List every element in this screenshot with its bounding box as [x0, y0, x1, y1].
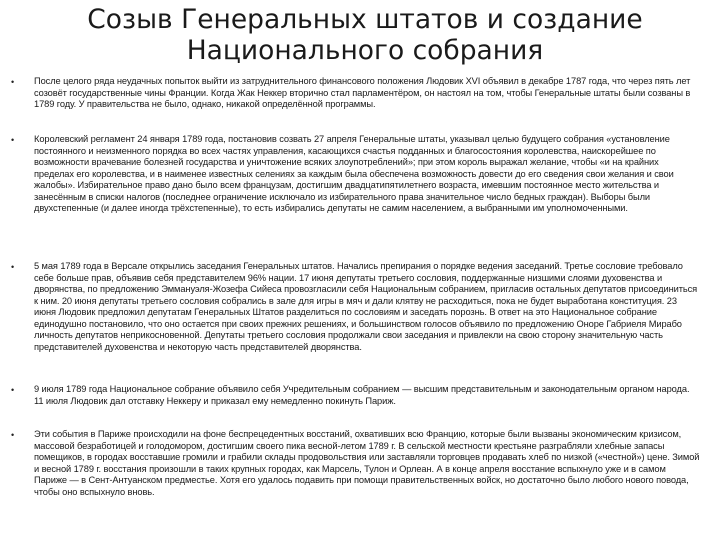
bullet-text: Королевский регламент 24 января 1789 года, постановив созвать 27 апреля Генеральные штаты, указывал целью будущего собрания «установление постоянного и неизменного порядка во всех частях управления, касающихся счастья подданных и благосостояния королевства, наискорейшее по возможности врачевание болезней государства и уничтожение всяких злоупотреблений»; при этом король выражал желание, чтобы «и на крайних пределах его королевства, и в наименее известных селениях за каждым была обеспечена возможность довести до его сведения свои желания и свои жалобы». Избирательное право дано было всем французам, достигшим двадцатипятилетнего возраста, имевшим постоянное место жительства и занесённым в списки налогов (последнее ограничение исключало из избирательного права значительное число бедных граждан). Выборы были двухстепенные (и далее иногда трёхстепенные), то есть избирались депутаты не самим населением, а выбранными им уполномоченными. — [34, 134, 674, 213]
bullet-dot-icon: • — [11, 77, 15, 87]
bullet-dot-icon: • — [11, 262, 15, 272]
bullet-text: 5 мая 1789 года в Версале открылись заседания Генеральных штатов. Начались препирания о порядке ведения заседаний. Третье сословие требовало себе больше прав, объявив себя представителем 96% нации. 17 июня депутаты третьего сословия, поддержанные низшими слоями духовенства и дворянства, по предложению Эммануэля-Жозефа Сийеса провозгласили себя Национальным собранием, пригласив остальных депутатов присоединиться к ним. 20 июня депутаты третьего сословия собрались в зале для игры в мяч и дали клятву не расходиться, пока не будет выработана конституция. 23 июня Людовик предложил депутатам Генеральных Штатов разделиться по сословиям и заседать порознь. В ответ на это Национальное собрание единодушно постановило, что оно остается при своих прежних решениях, и большинством голосов объявило по предложению Оноре Габриеля Мирабо личность депутатов неприкосновенной. Депутаты третьего сословия продолжали свои заседания и привлекли на свою сторону значительную часть представителей духовенства и некоторую часть представителей дворянства. — [34, 261, 698, 352]
bullet-text: 9 июля 1789 года Национальное собрание объявило себя Учредительным собранием — высшим представительным и законодательным органом народа. 11 июля Людовик дал отставку Неккеру и приказал ему немедленно покинуть Париж. — [34, 384, 690, 406]
bullet-text: Эти события в Париже происходили на фоне беспрецедентных восстаний, охвативших всю Францию, которые были вызваны экономическим кризисом, массовой безработицей и голодомором, достигшим своего пика весной-летом 1789 г. В сельской местности крестьяне разграбляли хлебные запасы помещиков, в городах восставшие громили и грабили склады продовольствия или заставляли торговцев продавать хлеб по низкой («честной») цене. Зимой и весной 1789 г. восстания произошли в таких крупных городах, как Марсель, Тулон и Орлеан. А в конце апреля восстание вспыхнуло уже и в самом Париже — в Сент-Антуанском предместье. Хотя его удалось подавить при помощи правительственных войск, но достаточно было любого нового повода, чтобы оно вспыхнуло вновь. — [34, 429, 700, 497]
slide-title: Созыв Генеральных штатов и создание Национального собрания — [87, 4, 643, 66]
bullet-text: После целого ряда неудачных попыток выйти из затруднительного финансового положения Людовик XVI объявил в декабре 1787 года, что через пять лет созовёт государственные чины Франции. Когда Жак Неккер вторично стал парламентёром, он настоял на том, чтобы Генеральные штаты были созваны в 1789 году. У правительства не было, однако, никакой определённой программы. — [34, 76, 691, 109]
bullet-dot-icon: • — [11, 430, 15, 440]
bullet-dot-icon: • — [11, 135, 15, 145]
bullet-dot-icon: • — [11, 385, 15, 395]
